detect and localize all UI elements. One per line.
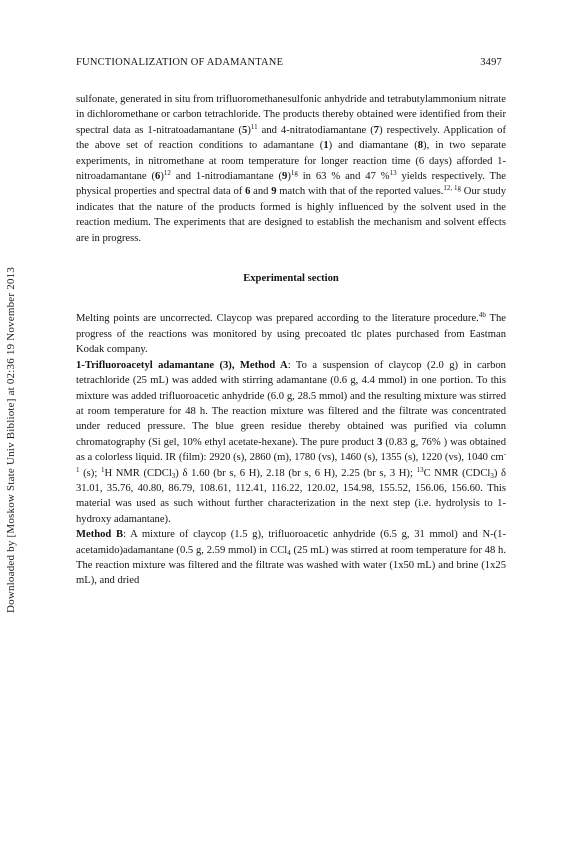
running-header	[76, 57, 502, 68]
general-methods-paragraph: Melting points are uncorrected. Claycop was prepared according to the literature procedure.$^{4b}$ The progress of the reactions was monitored by using precoated tlc plates purchased from Eastman Kodak company.	[76, 311, 506, 356]
method-a-paragraph: 1-Trifluoroacetyl adamantane (3), Method A: To a suspension of claycop (2.0 g) in carbon tetrachloride (25 mL) was added with stirring adamantane (0.6 g, 4.4 mmol) in one portion. To this mixture was added trifluoroacetic anhydride (6.0 g, 28.5 mmol) and the resulting mixture was stirred at room temperature for 48 h. The reaction mixture was filtered and the filtrate was concentrated under reduced pressure. The blue green residue thereby obtained was purified via column chromatography (Si gel, 10% ethyl acetate-hexane). The pure product 3 (0.83 g, 76% ) was obtained as a colorless liquid. IR (film): 2920 (s), 2860 (m), 1780 (vs), 1460 (s), 1355 (s), 1220 (vs), 1040 $cm^{-1}$ (s); $^1$H NMR (CDCl$_3$) δ 1.60 (br s, 6 H), 2.18 (br s, 6 H), 2.25 (br s, 3 H); $^{13}$C NMR (CDCl$_3$) δ 31.01, 35.76, 40.80, 86.79, 108.61, 112.41, 116.22, 120.02, 154.98, 155.52, 156.06, 156.60. This material was used as such without further characterization in the next step (i.e. hydrolysis to 1-hydroxy adamantane).	[76, 359, 506, 525]
page-body	[76, 92, 506, 589]
page-number: 3497	[480, 57, 502, 68]
method-b-title: Method B	[76, 529, 124, 541]
running-title: FUNCTIONALIZATION OF ADAMANTANE	[76, 57, 284, 68]
section-heading: Experimental section	[243, 273, 339, 285]
download-notice: Downloaded by [Moskow State Univ Bibliote] at 02:36 19 November 2013	[5, 266, 18, 614]
results-paragraph: sulfonate, generated in situ from trifluoromethanesulfonic anhydride and tetrabutylammonium nitrate in dichloromethane or carbon tetrachloride. The products thereby obtained were identified from their spectral data as 1-nitratoadamantane $(5)^{11}$ and 4-nitratodiamantane (7) respectively. Application of the above set of reaction conditions to adamantane (1) and diamantane (8), in two separate experiments, in nitromethane at room temperature for longer reaction time (6 days) afforded 1-nitroadamantane $(6)^{12}$ and 1-nitrodiamantane $(9)^{1g}$ in 63 % and 47 %$^{13}$ yields respectively. The physical properties and spectral data of 6 and 9 match with that of the reported values.$^{12, 1g}$ Our study indicates that the nature of the products formed is highly influenced by the solvent used in the reaction medium. The experiments that are designed to establish the mechanism and solvent effects are in progress.	[76, 94, 507, 244]
method-a-title: 1-Trifluoroacetyl adamantane (3), Method A	[76, 359, 288, 371]
method-b-paragraph: Method B: A mixture of claycop (1.5 g), trifluoroacetic anhydride (6.5 g, 31 mmol) and N-(1-acetamido)adamantane (0.5 g, 2.59 mmol) in CCl$_4$ (25 mL) was stirred at room temperature for 48 h. The reaction mixture was filtered and the filtrate was washed with water (1x50 mL) and brine (1x25 mL), and dried	[76, 529, 506, 587]
download-watermark	[4, 190, 18, 690]
